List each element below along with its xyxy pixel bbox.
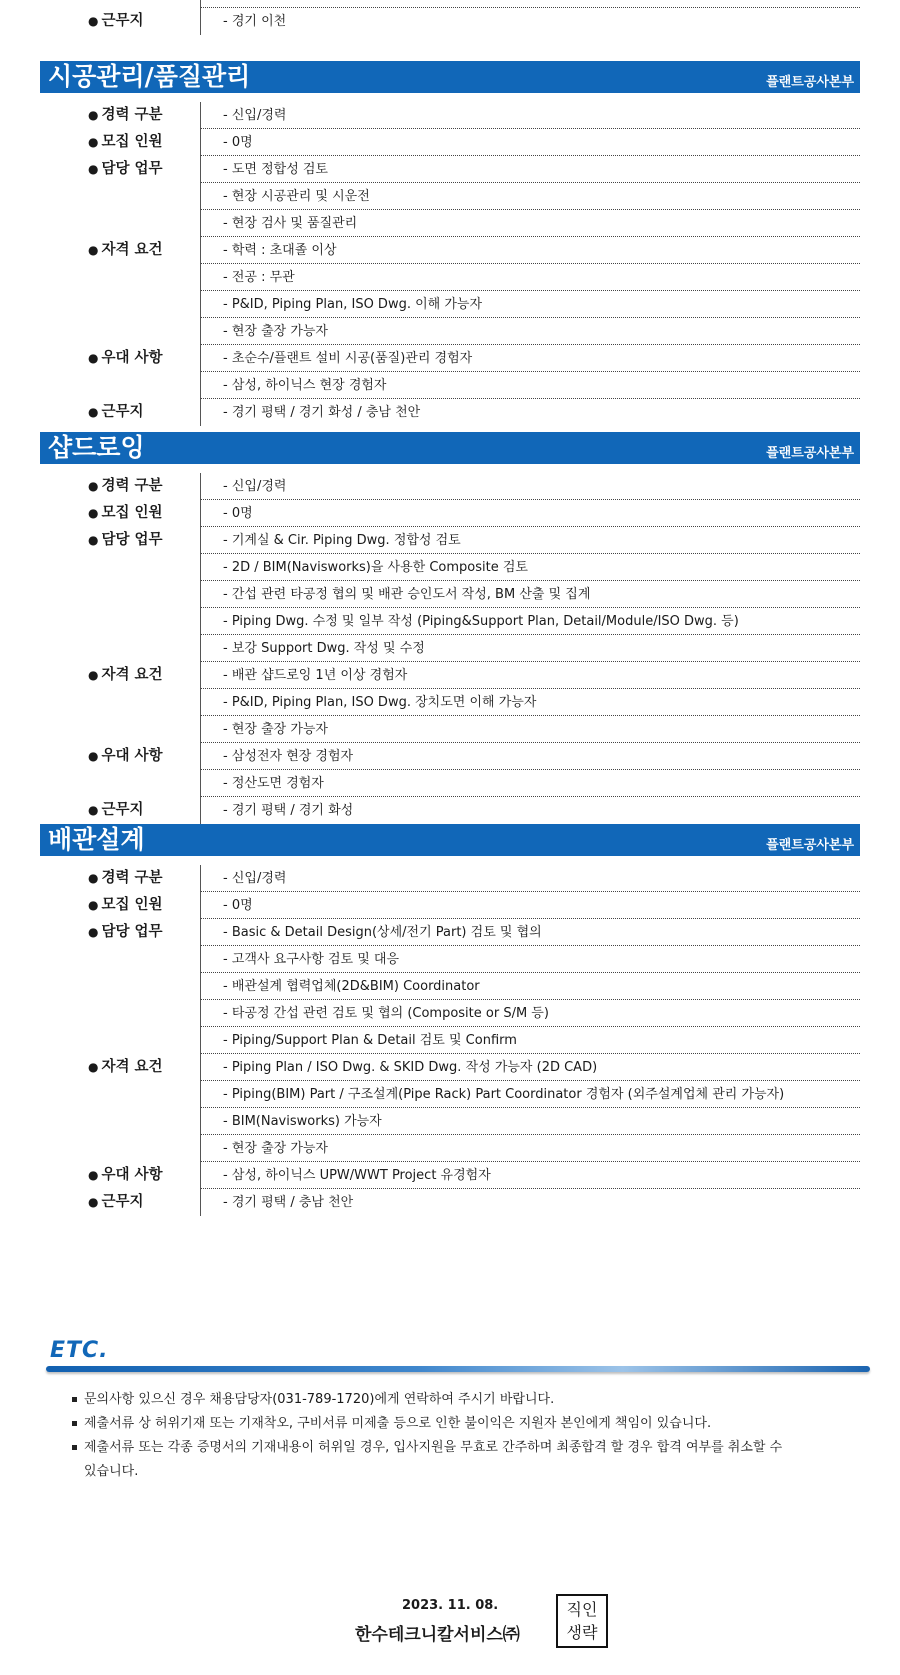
row-value: - 삼성, 하이닉스 UPW/WWT Project 유경험자 bbox=[201, 1162, 860, 1189]
row-label-text: 근무지 bbox=[101, 1194, 144, 1210]
section-banner bbox=[40, 61, 860, 93]
company-name: 한수테크니칼서비스㈜ bbox=[355, 1625, 520, 1645]
row-value: - Piping Dwg. 수정 및 일부 작성 (Piping&Support Plan, Detail/Module/ISO Dwg. 등) bbox=[201, 608, 860, 635]
info-row bbox=[80, 662, 860, 689]
info-row bbox=[80, 237, 860, 264]
row-label bbox=[80, 372, 201, 399]
row-label bbox=[80, 264, 201, 291]
info-row bbox=[80, 770, 860, 797]
row-label bbox=[80, 689, 201, 716]
department-label: 플랜트공사본부 bbox=[766, 838, 854, 853]
row-value: - 전공 : 무관 bbox=[201, 264, 860, 291]
row-value: - 경기 평택 / 경기 화성 / 충남 천안 bbox=[223, 405, 421, 420]
bullet-icon: ● bbox=[88, 533, 99, 547]
info-row bbox=[80, 129, 860, 156]
row-value: - 0명 bbox=[201, 500, 860, 527]
row-value: - 경기 평택 / 충남 천안 bbox=[223, 1195, 354, 1210]
row-label-text: 자격 요건 bbox=[101, 1059, 163, 1075]
row-label bbox=[80, 399, 201, 426]
info-row bbox=[80, 8, 860, 35]
row-value: - 2D / BIM(Navisworks)을 사용한 Composite 검토 bbox=[201, 554, 860, 581]
section-rows bbox=[80, 473, 860, 824]
row-label: ● 근무지 bbox=[80, 8, 201, 35]
row-value: - 고객사 요구사항 검토 및 대응 bbox=[201, 946, 860, 973]
row-value: - 학력 : 초대졸 이상 bbox=[201, 237, 860, 264]
row-value: - 초순수/플랜트 설비 시공(품질)관리 경험자 bbox=[201, 345, 860, 372]
row-label bbox=[80, 318, 201, 345]
info-row bbox=[80, 946, 860, 973]
info-row bbox=[80, 1135, 860, 1162]
row-value: - 경기 평택 / 경기 화성 bbox=[223, 803, 354, 818]
info-row bbox=[80, 264, 860, 291]
row-label-text: 근무지 bbox=[101, 802, 144, 818]
bullet-icon: ● bbox=[88, 668, 99, 682]
info-row bbox=[80, 797, 860, 824]
info-row bbox=[80, 608, 860, 635]
square-bullet-icon bbox=[72, 1397, 77, 1402]
row-label bbox=[80, 865, 201, 892]
job-section bbox=[40, 61, 860, 426]
info-row bbox=[80, 1027, 860, 1054]
row-label bbox=[80, 1135, 201, 1162]
info-row bbox=[80, 399, 860, 426]
row-label bbox=[80, 770, 201, 797]
etc-notes bbox=[46, 1388, 870, 1484]
row-label bbox=[80, 473, 201, 500]
row-value: - 현장 출장 가능자 bbox=[201, 1135, 860, 1162]
bullet-icon: ● bbox=[88, 14, 99, 28]
bullet-icon: ● bbox=[88, 1195, 99, 1209]
section-rows bbox=[80, 865, 860, 1216]
row-value bbox=[201, 0, 860, 8]
row-value: - 현장 출장 가능자 bbox=[201, 318, 860, 345]
row-label bbox=[80, 237, 201, 264]
info-row bbox=[80, 1081, 860, 1108]
row-label bbox=[80, 554, 201, 581]
bullet-icon: ● bbox=[88, 506, 99, 520]
row-label bbox=[80, 1189, 201, 1216]
row-label bbox=[80, 797, 201, 824]
row-label bbox=[80, 1162, 201, 1189]
row-label-text: 모집 인원 bbox=[101, 134, 163, 150]
row-label-text: 모집 인원 bbox=[101, 505, 163, 521]
row-label bbox=[80, 635, 201, 662]
row-value: - 도면 정합성 검토 bbox=[201, 156, 860, 183]
department-label: 플랜트공사본부 bbox=[766, 75, 854, 90]
info-row bbox=[80, 689, 860, 716]
row-label bbox=[80, 527, 201, 554]
row-label bbox=[80, 183, 201, 210]
row-label-text: 근무지 bbox=[101, 404, 144, 420]
row-label-text: 우대 사항 bbox=[101, 1167, 163, 1183]
row-label-text: 모집 인원 bbox=[101, 897, 163, 913]
row-label bbox=[80, 1081, 201, 1108]
job-section bbox=[40, 432, 860, 824]
row-value: - 현장 검사 및 품질관리 bbox=[201, 210, 860, 237]
row-label bbox=[80, 608, 201, 635]
row-value: - 신입/경력 bbox=[201, 102, 860, 129]
info-row bbox=[80, 892, 860, 919]
row-label-text: 담당 업무 bbox=[101, 924, 163, 940]
info-row bbox=[80, 156, 860, 183]
job-section bbox=[40, 824, 860, 1216]
row-value: - P&ID, Piping Plan, ISO Dwg. 이해 가능자 bbox=[201, 291, 860, 318]
bullet-icon: ● bbox=[88, 479, 99, 493]
info-row bbox=[80, 372, 860, 399]
row-value: - 배관 샵드로잉 1년 이상 경험자 bbox=[201, 662, 860, 689]
seal-line: 직인 bbox=[566, 1600, 598, 1619]
row-label-text: 경력 구분 bbox=[101, 870, 163, 886]
info-row bbox=[80, 210, 860, 237]
row-value: - 신입/경력 bbox=[201, 865, 860, 892]
row-label-text: 경력 구분 bbox=[101, 478, 163, 494]
bullet-icon: ● bbox=[88, 925, 99, 939]
row-value: - Piping Plan / ISO Dwg. & SKID Dwg. 작성 가능자 (2D CAD) bbox=[201, 1054, 860, 1081]
section-title: 샵드로잉 bbox=[48, 433, 145, 462]
row-value: - 정산도면 경험자 bbox=[201, 770, 860, 797]
info-row bbox=[80, 865, 860, 892]
row-value: - 신입/경력 bbox=[201, 473, 860, 500]
bullet-icon: ● bbox=[88, 749, 99, 763]
square-bullet-icon bbox=[72, 1445, 77, 1450]
note-item: 제출서류 또는 각종 증명서의 기재내용이 허위일 경우, 입사지원을 무효로 간주하며 최종합격 할 경우 합격 여부를 취소할 수 있습니다. bbox=[72, 1436, 784, 1484]
bullet-icon: ● bbox=[88, 135, 99, 149]
info-row bbox=[80, 102, 860, 129]
bullet-icon: ● bbox=[88, 243, 99, 257]
row-value: - 간섭 관련 타공정 협의 및 배관 승인도서 작성, BM 산출 및 집계 bbox=[201, 581, 860, 608]
row-label bbox=[80, 1027, 201, 1054]
etc-section bbox=[46, 1337, 870, 1484]
row-label bbox=[80, 743, 201, 770]
row-value: - Piping/Support Plan & Detail 검토 및 Confirm bbox=[201, 1027, 860, 1054]
row-label-text: 자격 요건 bbox=[101, 667, 163, 683]
info-row bbox=[80, 716, 860, 743]
info-row bbox=[80, 473, 860, 500]
info-row bbox=[80, 0, 860, 8]
row-label bbox=[80, 500, 201, 527]
row-label bbox=[80, 662, 201, 689]
row-label-text: 경력 구분 bbox=[101, 107, 163, 123]
info-row bbox=[80, 1054, 860, 1081]
row-label bbox=[80, 1108, 201, 1135]
info-row bbox=[80, 1108, 860, 1135]
info-row bbox=[80, 1000, 860, 1027]
row-label-text: 우대 사항 bbox=[101, 748, 163, 764]
etc-title: ETC. bbox=[50, 1338, 109, 1363]
info-row bbox=[80, 635, 860, 662]
bullet-icon: ● bbox=[88, 1060, 99, 1074]
bullet-icon: ● bbox=[88, 108, 99, 122]
row-label bbox=[80, 716, 201, 743]
row-label bbox=[80, 291, 201, 318]
info-row bbox=[80, 1162, 860, 1189]
info-row bbox=[80, 581, 860, 608]
previous-section-tail bbox=[80, 0, 860, 35]
row-value: - Piping(BIM) Part / 구조설계(Pipe Rack) Part Coordinator 경험자 (외주설계업체 관리 가능자) bbox=[201, 1081, 860, 1108]
info-row bbox=[80, 345, 860, 372]
bullet-icon: ● bbox=[88, 405, 99, 419]
section-title: 시공관리/품질관리 bbox=[48, 62, 251, 91]
row-value: - 타공정 간섭 관련 검토 및 협의 (Composite or S/M 등) bbox=[201, 1000, 860, 1027]
row-label bbox=[80, 0, 201, 8]
info-row bbox=[80, 527, 860, 554]
row-label bbox=[80, 581, 201, 608]
info-row bbox=[80, 183, 860, 210]
row-label-text: 우대 사항 bbox=[101, 350, 163, 366]
row-label bbox=[80, 1000, 201, 1027]
row-label-text: 담당 업무 bbox=[101, 532, 163, 548]
row-label-text: 자격 요건 bbox=[101, 242, 163, 258]
row-label-text: 담당 업무 bbox=[101, 161, 163, 177]
row-label bbox=[80, 210, 201, 237]
bullet-icon: ● bbox=[88, 803, 99, 817]
row-value: - 배관설계 협력업체(2D&BIM) Coordinator bbox=[201, 973, 860, 1000]
row-value: - 보강 Support Dwg. 작성 및 수정 bbox=[201, 635, 860, 662]
bullet-icon: ● bbox=[88, 351, 99, 365]
row-value: - 0명 bbox=[201, 129, 860, 156]
row-value: - 삼성전자 현장 경험자 bbox=[201, 743, 860, 770]
info-row bbox=[80, 500, 860, 527]
info-row bbox=[80, 973, 860, 1000]
row-value: - 삼성, 하이닉스 현장 경험자 bbox=[201, 372, 860, 399]
row-label bbox=[80, 892, 201, 919]
row-label bbox=[80, 129, 201, 156]
info-row bbox=[80, 919, 860, 946]
row-label bbox=[80, 1054, 201, 1081]
bullet-icon: ● bbox=[88, 871, 99, 885]
section-rows bbox=[80, 102, 860, 426]
bullet-icon: ● bbox=[88, 162, 99, 176]
square-bullet-icon bbox=[72, 1421, 77, 1426]
section-banner bbox=[40, 432, 860, 464]
info-row bbox=[80, 743, 860, 770]
row-value: - 0명 bbox=[201, 892, 860, 919]
info-row bbox=[80, 1189, 860, 1216]
row-value: - 기계실 & Cir. Piping Dwg. 정합성 검토 bbox=[201, 527, 860, 554]
seal-box bbox=[556, 1594, 608, 1648]
row-label bbox=[80, 946, 201, 973]
issue-date: 2023. 11. 08. bbox=[402, 1598, 499, 1613]
row-value: - 현장 출장 가능자 bbox=[201, 716, 860, 743]
row-value: - Basic & Detail Design(상세/전기 Part) 검토 및 협의 bbox=[201, 919, 860, 946]
info-row bbox=[80, 318, 860, 345]
row-label bbox=[80, 102, 201, 129]
row-label bbox=[80, 156, 201, 183]
row-label bbox=[80, 919, 201, 946]
note-item: 제출서류 상 허위기재 또는 기재착오, 구비서류 미제출 등으로 인한 불이익은 지원자 본인에게 책임이 있습니다. bbox=[72, 1412, 784, 1436]
info-row bbox=[80, 554, 860, 581]
bullet-icon: ● bbox=[88, 898, 99, 912]
department-label: 플랜트공사본부 bbox=[766, 446, 854, 461]
note-item: 문의사항 있으신 경우 채용담당자(031-789-1720)에게 연락하여 주시기 바랍니다. bbox=[72, 1388, 784, 1412]
row-label bbox=[80, 973, 201, 1000]
row-value: - 경기 이천 bbox=[223, 14, 287, 29]
seal-line: 생략 bbox=[566, 1623, 598, 1642]
section-title: 배관설계 bbox=[48, 825, 145, 854]
bullet-icon: ● bbox=[88, 1168, 99, 1182]
etc-divider bbox=[46, 1366, 870, 1372]
section-banner bbox=[40, 824, 860, 856]
row-value: - P&ID, Piping Plan, ISO Dwg. 장치도면 이해 가능자 bbox=[201, 689, 860, 716]
row-label bbox=[80, 345, 201, 372]
info-row bbox=[80, 291, 860, 318]
row-value: - BIM(Navisworks) 가능자 bbox=[201, 1108, 860, 1135]
row-value: - 현장 시공관리 및 시운전 bbox=[201, 183, 860, 210]
